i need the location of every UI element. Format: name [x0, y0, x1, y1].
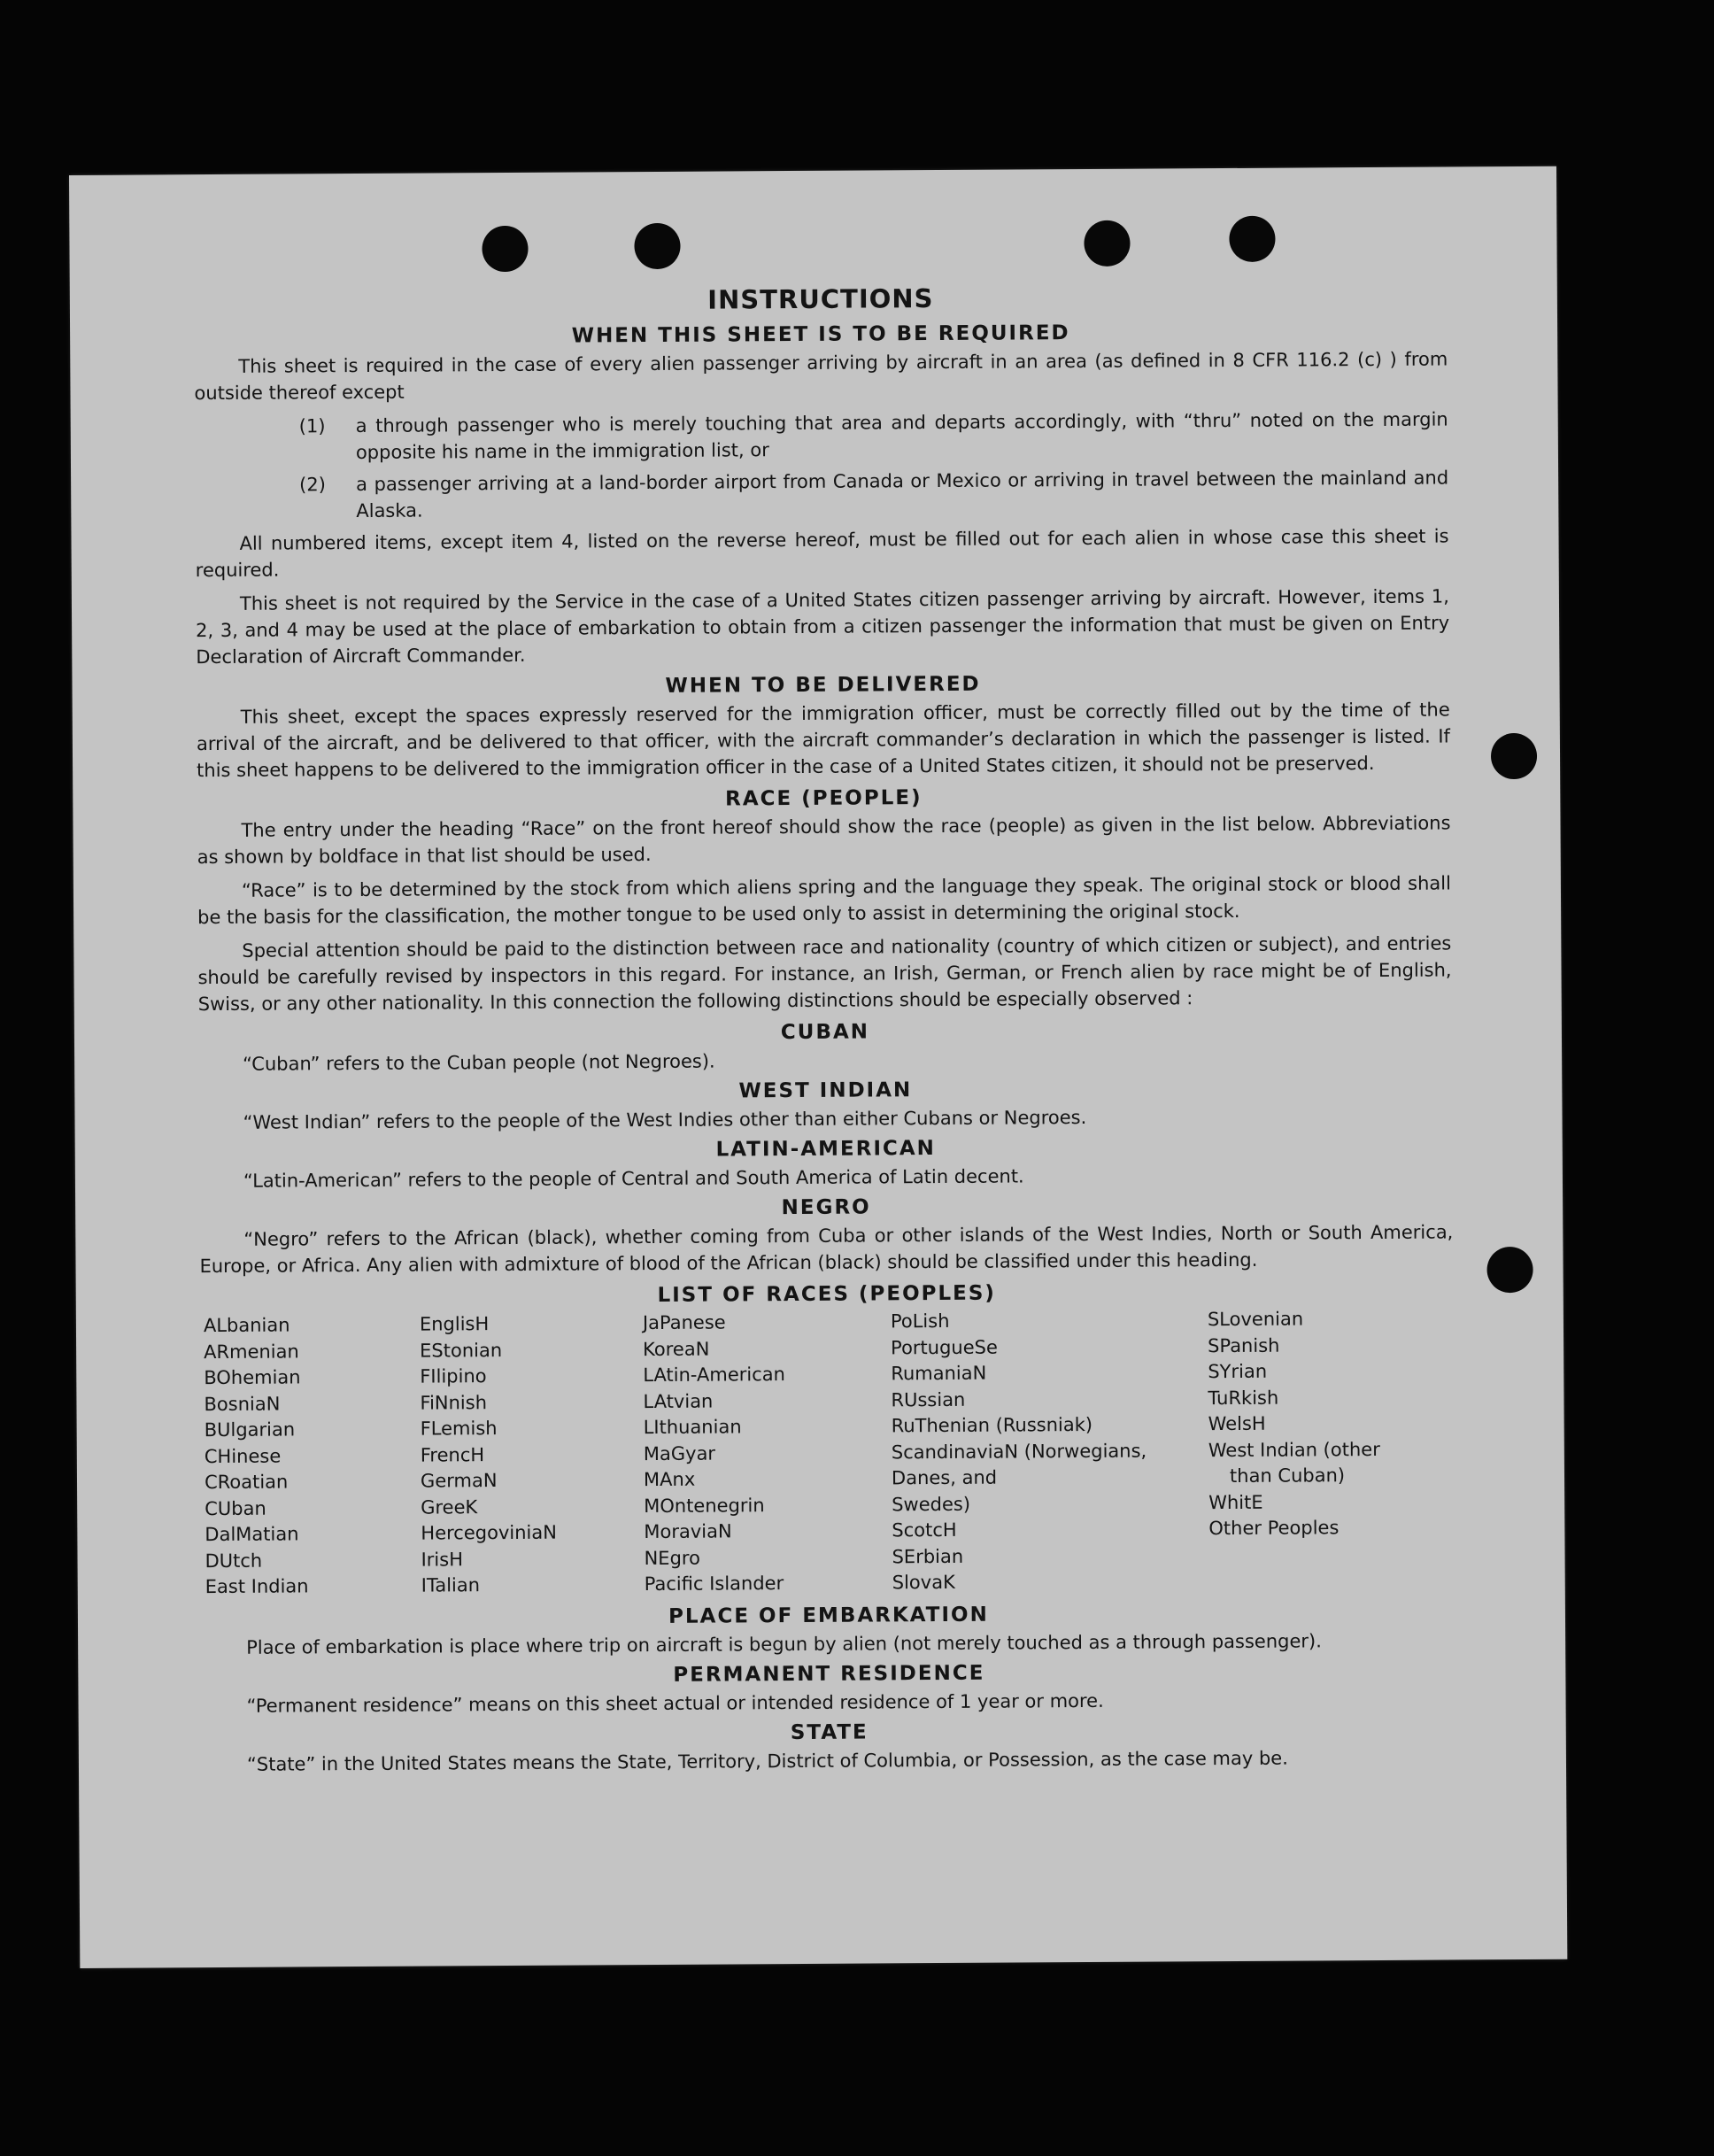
- punch-hole: [1491, 733, 1537, 779]
- heading-negro: NEGRO: [781, 1195, 871, 1220]
- race-entry: BosniaN: [204, 1393, 281, 1415]
- races-column: [891, 1307, 1209, 1596]
- race-entry: MaGyar: [643, 1442, 716, 1464]
- heading-state: STATE: [790, 1720, 869, 1744]
- heading-permanent-residence: PERMANENT RESIDENCE: [673, 1661, 985, 1687]
- race-entry: FiNnish: [420, 1391, 488, 1414]
- race-entry: than Cuban): [1229, 1464, 1346, 1488]
- race-entry: EStonian: [420, 1339, 503, 1362]
- instruction-sheet: [69, 166, 1567, 1968]
- paragraph: This sheet is required in the case of every alien passenger arriving by aircraft in an area (as defined in 8 CFR 116.2 (c) ) from outside thereof except: [194, 348, 1448, 405]
- race-entry: Other Peoples: [1208, 1517, 1340, 1540]
- instructions-content: [194, 280, 1456, 1782]
- paragraph: This sheet is not required by the Service in the case of a United States citizen passenger arriving by aircraft. However, items 1, 2, 3, and 4 may be used at the place of embarkation to obtain from a citizen passenger the information that must be given on Entry Declaration of Aircraft Commander.: [196, 585, 1450, 668]
- item-number: (2): [299, 474, 326, 496]
- paragraph: The entry under the heading “Race” on the front hereof should show the race (people) as given in the list below. Abbreviations as shown by boldface in that list should be used.: [197, 812, 1451, 869]
- heading-latin-american: LATIN-AMERICAN: [715, 1137, 936, 1162]
- race-entry: LIthuanian: [643, 1416, 742, 1439]
- race-entry: ALbanian: [203, 1314, 290, 1337]
- race-entry: LAtin-American: [643, 1364, 785, 1387]
- race-entry: FLemish: [420, 1418, 498, 1440]
- race-entry: DalMatian: [205, 1523, 299, 1546]
- race-entry: SlovaK: [892, 1571, 955, 1594]
- race-entry: WhitE: [1208, 1491, 1263, 1513]
- race-entry: SPanish: [1208, 1334, 1280, 1356]
- race-entry: JaPanese: [642, 1311, 726, 1334]
- heading-place-of-embarkation: PLACE OF EMBARKATION: [668, 1603, 989, 1628]
- paragraph: All numbered items, except item 4, listed on the reverse hereof, must be filled out for each alien in whose case this sheet is required.: [195, 525, 1449, 582]
- race-entry: PoLish: [890, 1310, 950, 1333]
- heading-race: RACE (PEOPLE): [724, 786, 923, 811]
- definition-text: “Cuban” refers to the Cuban people (not Negroes).: [243, 1050, 715, 1075]
- punch-hole: [482, 226, 528, 272]
- page-title: INSTRUCTIONS: [707, 283, 934, 315]
- definition-text: “Negro” refers to the African (black), whether coming from Cuba or other islands of the West Indies, North or South America, Europe, or Africa. Any alien with admixture of blood of the African (black) should be classified under this heading.: [199, 1221, 1454, 1278]
- race-entry: Swedes): [892, 1493, 971, 1515]
- exception-item: [195, 464, 1448, 525]
- races-column: [204, 1312, 421, 1601]
- punch-hole: [1486, 1247, 1533, 1293]
- definition-text: “West Indian” refers to the people of the West Indies other than either Cubans or Negroes.: [243, 1106, 1087, 1133]
- race-entry: SLovenian: [1207, 1308, 1304, 1331]
- paragraph: Special attention should be paid to the distinction between race and nationality (country of which citizen or subject), and entries should be carefully revised by inspectors in this regard. For instance, an Irish, German, or French alien by race might be of English, Swiss, or any other nationality. In this connection the following distinctions should be especially observed :: [197, 932, 1452, 1016]
- race-entry: GermaN: [420, 1470, 498, 1492]
- race-entry: SYrian: [1208, 1360, 1268, 1383]
- item-text: a through passenger who is merely touching that area and departs accordingly, with “thru” noted on the margin opposite his name in the immigration list, or: [355, 408, 1448, 464]
- item-text: a passenger arriving at a land-border airport from Canada or Mexico or arriving in travel between the mainland and Alaska.: [356, 467, 1449, 522]
- heading-cuban: CUBAN: [780, 1020, 870, 1045]
- race-entry: MoraviaN: [644, 1520, 732, 1543]
- race-entry: West Indian (other: [1208, 1438, 1380, 1461]
- race-entry: EnglisH: [419, 1313, 490, 1335]
- race-entry: ScandinaviaN (Norwegians,: [891, 1440, 1147, 1463]
- heading-when-required: WHEN THIS SHEET IS TO BE REQUIRED: [571, 321, 1070, 348]
- definition-text: “Permanent residence” means on this sheet actual or intended residence of 1 year or more.: [246, 1689, 1104, 1717]
- race-entry: FIlipino: [420, 1365, 487, 1387]
- races-column: [1208, 1306, 1440, 1595]
- definition-text: “Latin-American” refers to the people of Central and South America of Latin decent.: [243, 1165, 1024, 1192]
- race-entry: MAnx: [643, 1468, 696, 1491]
- heading-list-of-races: LIST OF RACES (PEOPLES): [657, 1281, 996, 1307]
- race-entry: FrencH: [420, 1443, 485, 1466]
- punch-hole: [1229, 216, 1275, 262]
- race-entry: ARmenian: [204, 1340, 299, 1363]
- race-entry: GreeK: [421, 1495, 478, 1518]
- race-entry: Danes, and: [891, 1466, 998, 1489]
- race-entry: KoreaN: [643, 1338, 710, 1360]
- race-entry: TuRkish: [1208, 1387, 1279, 1409]
- race-entry: Pacific Islander: [644, 1573, 784, 1596]
- races-column: [420, 1310, 645, 1599]
- paragraph: This sheet, except the spaces expressly reserved for the immigration officer, must be correctly filled out by the time of the arrival of the aircraft, and be delivered to that officer, with the aircraft commander’s declaration in which the passenger is listed. If this sheet happens to be delivered to the immigration officer in the case of a United States citizen, it should not be preserved.: [196, 699, 1450, 782]
- heading-when-delivered: WHEN TO BE DELIVERED: [665, 672, 981, 698]
- races-column: [643, 1309, 892, 1597]
- punch-hole: [634, 223, 680, 269]
- definition-text: Place of embarkation is place where trip on aircraft is begun by alien (not merely touched as a through passenger).: [246, 1629, 1322, 1658]
- exception-item: [195, 406, 1448, 467]
- race-entry: LAtvian: [643, 1390, 714, 1412]
- race-entry: SErbian: [892, 1545, 964, 1567]
- race-entry: NEgro: [644, 1547, 700, 1569]
- punch-hole: [1084, 220, 1130, 267]
- race-entry: ITalian: [421, 1574, 481, 1596]
- definition-text: “State” in the United States means the State, Territory, District of Columbia, or Possession, as the case may be.: [246, 1747, 1288, 1775]
- race-entry: BUlgarian: [204, 1418, 296, 1441]
- race-entry: WelsH: [1208, 1412, 1266, 1435]
- race-entry: RuThenian (Russniak): [891, 1413, 1093, 1437]
- race-entry: DUtch: [205, 1549, 263, 1572]
- race-entry: East Indian: [205, 1575, 309, 1598]
- item-number: (1): [298, 415, 326, 437]
- races-list: [204, 1305, 1455, 1600]
- race-entry: RUssian: [891, 1388, 966, 1410]
- race-entry: CUban: [205, 1497, 266, 1519]
- race-entry: PortugueSe: [891, 1336, 998, 1358]
- race-entry: MOntenegrin: [644, 1494, 765, 1517]
- race-entry: HercegoviniaN: [421, 1521, 557, 1544]
- race-entry: RumaniaN: [891, 1362, 987, 1385]
- race-entry: ScotcH: [892, 1518, 957, 1542]
- race-entry: BOhemian: [204, 1366, 301, 1389]
- paragraph: “Race” is to be determined by the stock from which aliens spring and the language they speak. The original stock or blood shall be the basis for the classification, the mother tongue to be used only to assist in determining the original stock.: [197, 872, 1451, 929]
- race-entry: CRoatian: [204, 1471, 289, 1494]
- race-entry: IrisH: [421, 1548, 464, 1571]
- heading-west-indian: WEST INDIAN: [738, 1078, 913, 1103]
- race-entry: CHinese: [204, 1445, 282, 1467]
